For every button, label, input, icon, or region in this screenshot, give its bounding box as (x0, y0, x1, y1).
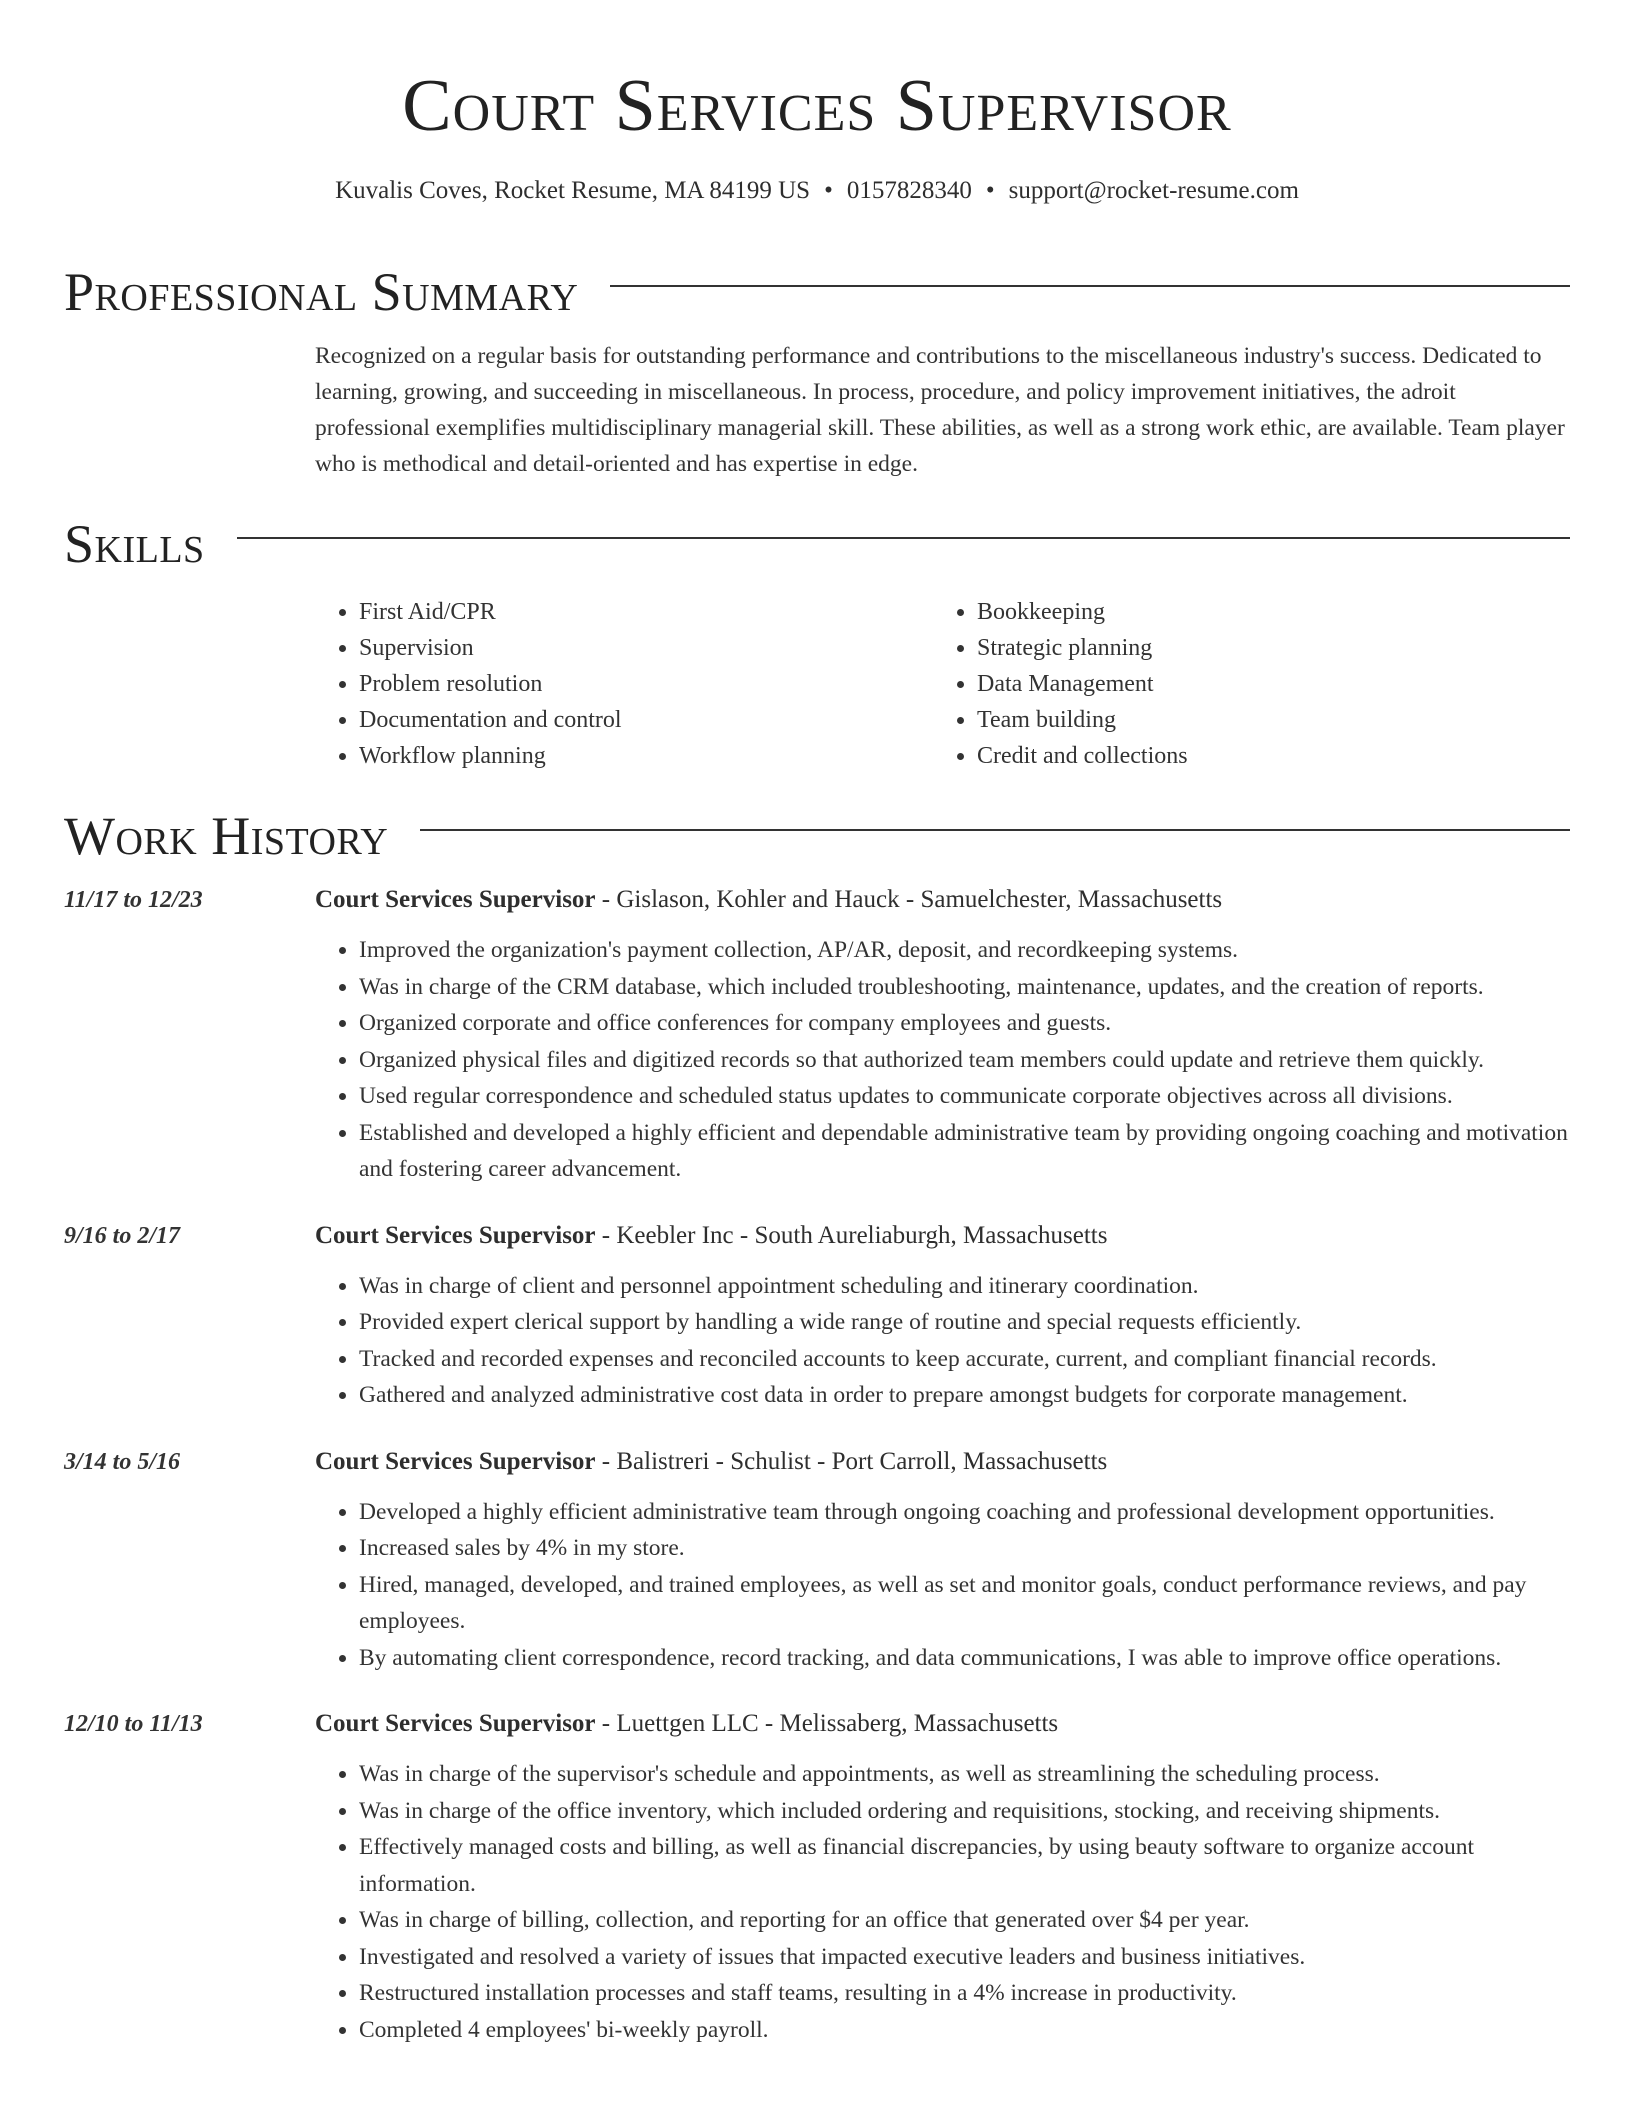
job-dates: 9/16 to 2/17 (64, 1222, 181, 1249)
section-divider (610, 285, 1570, 287)
job-body (315, 1444, 1570, 1677)
separator-dot: • (985, 177, 995, 204)
job-title-line (315, 1218, 1570, 1254)
skill-item: • Bookkeeping (977, 594, 1188, 630)
job-bullet: • Completed 4 employees' bi-weekly payroll. (359, 2012, 1570, 2049)
section-divider (420, 829, 1570, 831)
job-bullet: • Gathered and analyzed administrative cost data in order to prepare amongst budgets for corporate management. (359, 1377, 1570, 1414)
job-bullets (315, 1756, 1570, 2048)
job-dates: 11/17 to 12/23 (64, 887, 203, 913)
skill-item: • Credit and collections (977, 738, 1188, 774)
skill-item: • Data Management (977, 666, 1188, 702)
job-bullet: • Was in charge of the supervisor's schedule and appointments, as well as streamlining the scheduling process. (359, 1756, 1570, 1793)
job-bullet: • Organized corporate and office conferences for company employees and guests. (359, 1005, 1570, 1042)
skills-heading: Skills (64, 514, 205, 574)
job-title-line (315, 1706, 1570, 1742)
job-bullet: • Provided expert clerical support by handling a wide range of routine and special requests efficiently. (359, 1304, 1570, 1341)
summary-text: Recognized on a regular basis for outstanding performance and contributions to the miscellaneous industry's success. Dedicated to learning, growing, and succeeding in miscellaneous. In process, procedure, and policy improvement initiatives, the adroit professional exemplifies multidisciplinary managerial skill. These abilities, as well as a strong work ethic, are available. Team player who is methodical and detail-oriented and has expertise in edge. (315, 343, 1565, 477)
job-bullets (315, 1494, 1570, 1677)
job-body (315, 882, 1570, 1188)
contact-line (64, 174, 1570, 208)
skill-item: • Documentation and control (359, 702, 933, 738)
job-bullet: • By automating client correspondence, record tracking, and data communications, I was able to improve office operations. (359, 1640, 1570, 1677)
resume-page (64, 0, 1570, 2048)
skills-column-right (933, 594, 1188, 774)
job-bullet: • Improved the organization's payment collection, AP/AR, deposit, and recordkeeping systems. (359, 932, 1570, 969)
job-bullet: • Was in charge of the office inventory, which included ordering and requisitions, stocking, and receiving shipments. (359, 1793, 1570, 1830)
job-entry (64, 1444, 1570, 1677)
job-bullet: • Increased sales by 4% in my store. (359, 1530, 1570, 1567)
contact-address: Kuvalis Coves, Rocket Resume, MA 84199 US (335, 177, 811, 204)
work-section-header (64, 804, 1570, 868)
job-company-location: - Gislason, Kohler and Hauck - Samuelchester, Massachusetts (595, 886, 1223, 913)
job-title-line (315, 1444, 1570, 1480)
skills-section-header (64, 512, 1570, 576)
contact-phone: 0157828340 (846, 177, 972, 204)
job-bullet: • Was in charge of the CRM database, which included troubleshooting, maintenance, updates, and the creation of reports. (359, 969, 1570, 1006)
job-company-location: - Keebler Inc - South Aureliaburgh, Massachusetts (595, 1221, 1108, 1249)
resume-name: Court Services Supervisor (402, 65, 1232, 147)
job-title: Court Services Supervisor (315, 1221, 596, 1249)
skills-list (315, 594, 1570, 774)
job-bullet: • Investigated and resolved a variety of issues that impacted executive leaders and business initiatives. (359, 1939, 1570, 1976)
summary-section-header (64, 260, 1570, 324)
skills-column-left (315, 594, 933, 774)
job-bullet: • Restructured installation processes and staff teams, resulting in a 4% increase in productivity. (359, 1975, 1570, 2012)
job-bullet: • Was in charge of client and personnel appointment scheduling and itinerary coordination. (359, 1268, 1570, 1305)
skill-item: • First Aid/CPR (359, 594, 933, 630)
separator-dot: • (824, 177, 833, 204)
job-bullet: • Used regular correspondence and scheduled status updates to communicate corporate objectives across all divisions. (359, 1078, 1570, 1115)
job-title: Court Services Supervisor (315, 1447, 596, 1475)
job-dates: 12/10 to 11/13 (64, 1711, 203, 1737)
job-title: Court Services Supervisor (315, 886, 596, 913)
job-bullet: • Organized physical files and digitized records so that authorized team members could update and retrieve them quickly. (359, 1042, 1570, 1079)
summary-heading: Professional Summary (64, 262, 579, 322)
job-bullet: • Established and developed a highly efficient and dependable administrative team by providing ongoing coaching and motivation and fostering career advancement. (359, 1115, 1570, 1188)
job-bullet: • Developed a highly efficient administrative team through ongoing coaching and professional development opportunities. (359, 1494, 1570, 1531)
job-title: Court Services Supervisor (315, 1710, 596, 1737)
work-heading: Work History (64, 806, 389, 866)
job-company-location: - Luettgen LLC - Melissaberg, Massachusetts (595, 1710, 1059, 1737)
skill-item: • Problem resolution (359, 666, 933, 702)
skill-item: • Workflow planning (359, 738, 933, 774)
skill-item: • Team building (977, 702, 1188, 738)
job-bullet: • Tracked and recorded expenses and reconciled accounts to keep accurate, current, and compliant financial records. (359, 1341, 1570, 1378)
job-entry (64, 1706, 1570, 2048)
job-body (315, 1218, 1570, 1414)
contact-email: support@rocket-resume.com (1008, 177, 1299, 204)
skill-item: • Strategic planning (977, 630, 1188, 666)
job-bullets (315, 932, 1570, 1188)
job-dates: 3/14 to 5/16 (64, 1448, 181, 1475)
skill-item: • Supervision (359, 630, 933, 666)
job-bullet: • Was in charge of billing, collection, and reporting for an office that generated over $4 per year. (359, 1902, 1570, 1939)
job-company-location: - Balistreri - Schulist - Port Carroll, Massachusetts (595, 1447, 1108, 1475)
section-divider (237, 537, 1570, 539)
job-bullets (315, 1268, 1570, 1414)
job-title-line (315, 882, 1570, 918)
job-bullet: • Hired, managed, developed, and trained employees, as well as set and monitor goals, conduct performance reviews, and pay employees. (359, 1567, 1570, 1640)
job-entry (64, 1218, 1570, 1414)
job-body (315, 1706, 1570, 2048)
job-bullet: • Effectively managed costs and billing, as well as financial discrepancies, by using beauty software to organize account information. (359, 1829, 1570, 1902)
job-entry (64, 882, 1570, 1188)
